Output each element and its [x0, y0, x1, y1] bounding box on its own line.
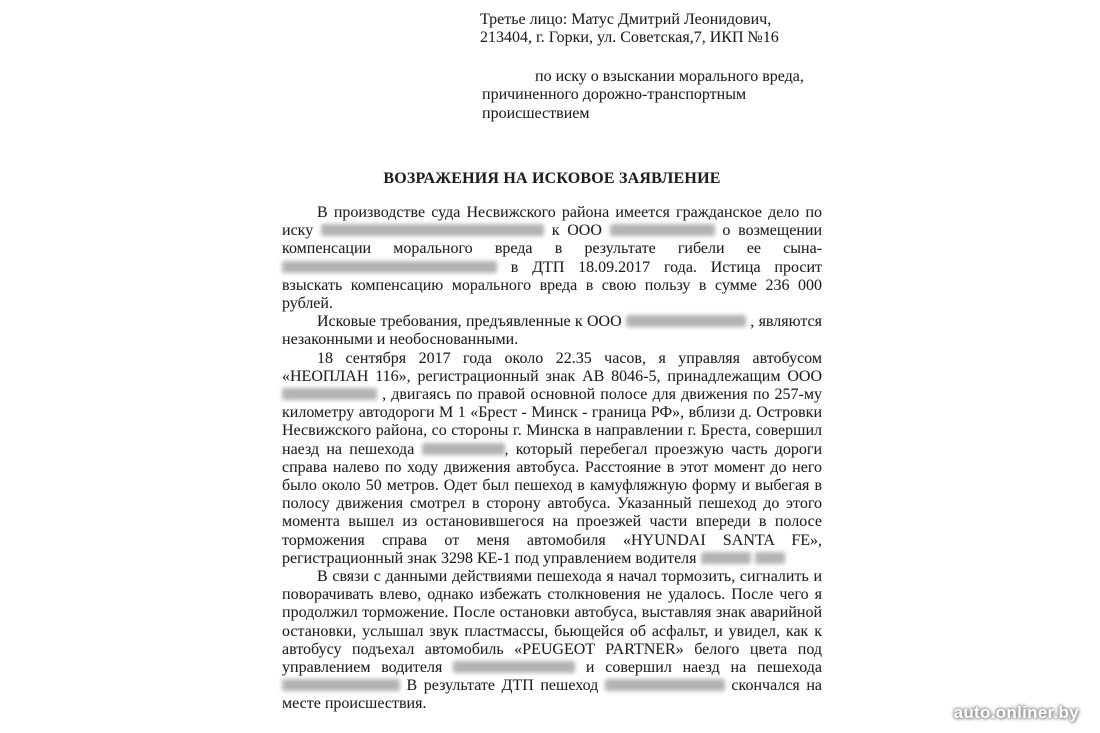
redacted-text [610, 224, 715, 236]
document-body [282, 204, 822, 714]
redacted-text [453, 661, 575, 673]
third-party-line: Третье лицо: Матус Дмитрий Леонидович, [480, 11, 772, 28]
third-party-line: 213404, г. Горки, ул. Советская,7, ИКП №16 [480, 29, 779, 47]
document-title: ВОЗРАЖЕНИЯ НА ИСКОВОЕ ЗАЯВЛЕНИЕ [383, 170, 721, 187]
redacted-text [605, 679, 725, 691]
redacted-text [626, 315, 746, 327]
paragraph: Исковые требования, предъявленные к ООО , являются незаконными и необоснованными. [282, 313, 823, 349]
paragraph: В производстве суда Несвижского района имеется гражданское дело по иску к ООО о возмещении компенсации морального вреда в результате гибели ее сына- в ДТП 18.09.2017 года. Истица просит взыскать компенсацию морального вреда в свою пользу в сумме 236 000 рублей. [282, 204, 823, 313]
watermark: auto.onliner.by [953, 703, 1079, 722]
redacted-text [282, 388, 377, 400]
redacted-text [282, 261, 497, 273]
third-party-block [480, 11, 784, 48]
redacted-text [321, 224, 544, 236]
claim-subject-line: по иску о взыскании морального вреда, [535, 68, 804, 85]
paragraph: В связи с данными действиями пешехода я начал тормозить, сигналить и поворачивать влево, однако избежать столкновения не удалось. После чего я продолжил торможение. После остановки автобуса, выставляя знак аварийной остановки, услышал звук пластмассы, бьющейся об асфальт, и увидел, как к автобусу подъехал автомобиль «PEUGEOT PARTNER» белого цвета под управлением водителя и совершил наезд на пешехода В результате ДТП пешеход скончался на месте происшествия. [282, 568, 822, 713]
paragraph: 18 сентября 2017 года около 22.35 часов, я управляя автобусом «НЕОПЛАН 116», регистрационный знак АВ 8046-5, принадлежащим ООО , двигаясь по правой основной полосе для движения по 257-му километру автодороги М 1 «Брест - Минск - граница РФ», вблизи д. Островки Несвижского района, со стороны г. Минска в направлении г. Бреста, совершил наезд на пешехода , который перебегал проезжую часть дороги справа налево по ходу движения автобуса. Расстояние в этот момент до него было около 50 метров. Одет был пешеход в камуфляжную форму и выбегая в полосу движения смотрел в сторону автобуса. Указанный пешеход до этого момента вышел из остановившегося на проезжей части впереди в полосе торможения справа от меня автомобиля «HYUNDAI SANTA FE», регистрационный знак 3298 КЕ-1 под управлением водителя [282, 349, 823, 567]
redacted-text [422, 443, 505, 455]
redacted-text [755, 552, 785, 564]
claim-subject-block [482, 68, 816, 123]
claim-subject-line: причиненного дорожно-транспортным [482, 86, 747, 104]
redacted-text [282, 679, 400, 691]
redacted-text [701, 552, 751, 564]
claim-subject-line: происшествием [482, 104, 590, 122]
